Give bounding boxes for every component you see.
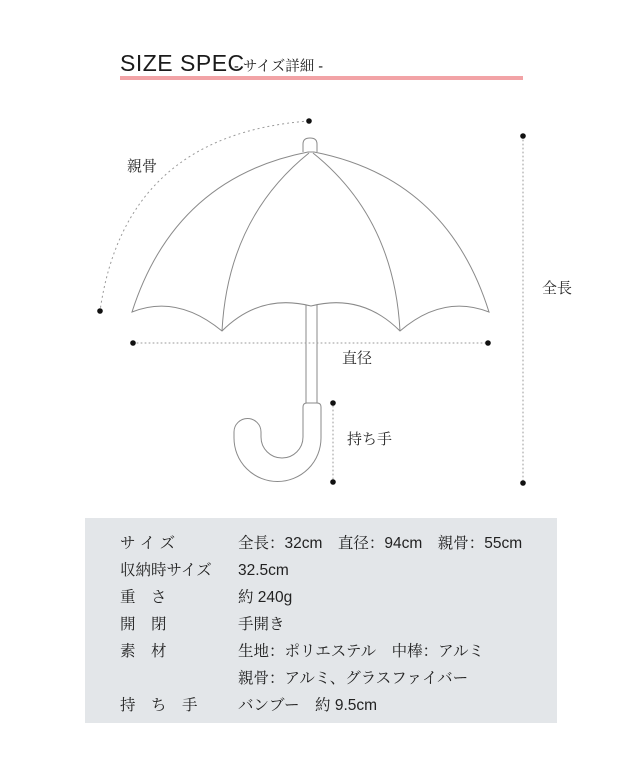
total-length-label: 全長 [542,280,573,297]
spec-label-folded-size: 収納時サイズ [120,562,212,579]
umbrella-canopy [132,152,489,331]
spec-table [85,518,557,723]
spec-value-open-close: 手開き [238,616,285,633]
handle-label: 持ち手 [347,431,393,448]
rib-label: 親骨 [127,158,158,175]
spec-label-size: サ イ ズ [120,535,176,552]
umbrella-handle [234,403,321,482]
spec-value-folded-size: 32.5cm [238,562,289,579]
diameter-label: 直径 [342,350,373,367]
spec-row-material [120,638,557,692]
spec-label-weight: 重 さ [120,589,167,606]
spec-row-size [120,530,557,557]
page-subtitle: - サイズ詳細 - [234,59,324,75]
umbrella-line-art [132,138,489,482]
spec-value-size: 全長：32cm 直径：94cm 親骨：55cm [238,535,523,552]
spec-value-material-line2: 親骨：アルミ、グラスファイバー [238,670,469,687]
spec-value-material-line1: 生地：ポリエステル 中棒：アルミ [238,643,484,660]
spec-row-folded-size [120,557,557,584]
page-title: SIZE SPEC [120,50,245,76]
spec-label-material: 素 材 [120,643,167,660]
spec-value-handle: バンブー 約 9.5cm [238,697,378,714]
umbrella-shaft [306,305,317,403]
spec-row-handle [120,692,557,719]
spec-value-weight: 約 240g [238,589,293,606]
spec-label-open-close: 開 閉 [120,616,167,633]
spec-label-handle: 持 ち 手 [120,697,198,714]
spec-row-open-close [120,611,557,638]
umbrella-finial [303,138,317,152]
spec-row-weight [120,584,557,611]
